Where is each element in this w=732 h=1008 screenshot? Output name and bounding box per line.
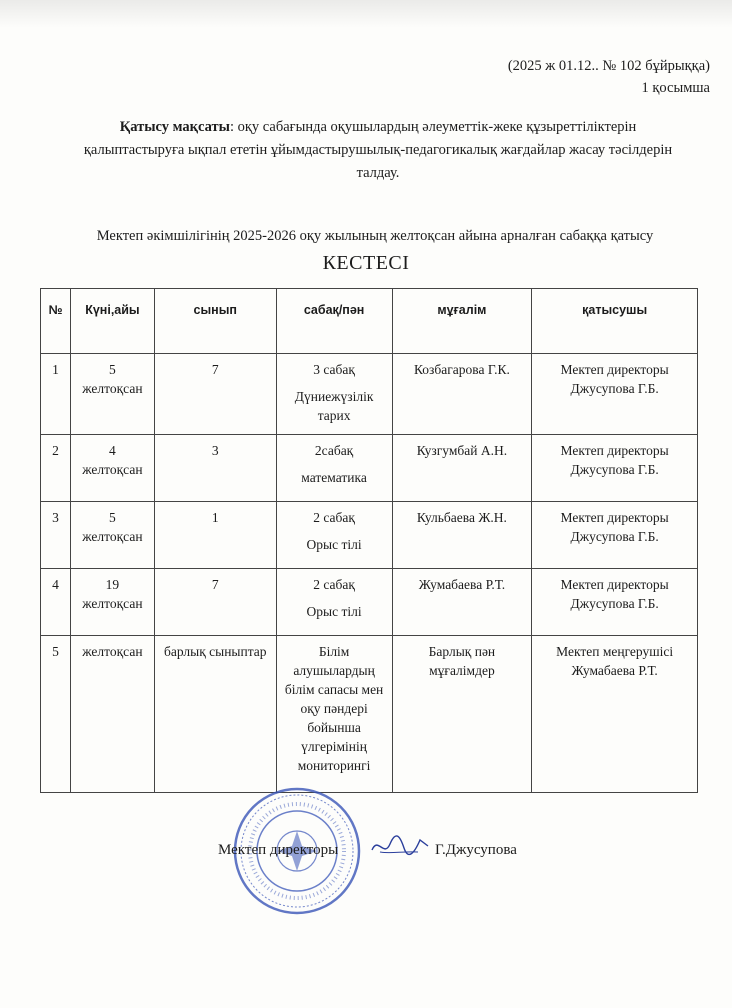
lesson-number: 2 сабақ: [313, 577, 355, 592]
attendee-cell: [532, 435, 698, 502]
subject-name: Орыс тілі: [306, 604, 362, 619]
table-row: [41, 636, 698, 793]
row-number: 5: [41, 636, 71, 793]
grade-cell: 1: [154, 502, 276, 569]
lesson-cell: [276, 354, 392, 435]
date-month: желтоқсан: [82, 462, 143, 477]
subject-name: математика: [301, 470, 367, 485]
date-day: 5: [109, 362, 116, 377]
attendee-cell: [532, 354, 698, 435]
attendee-name: Джусупова Г.Б.: [570, 529, 659, 544]
subject-name: Дүниежүзілік тарих: [294, 389, 374, 423]
attendee-role: Мектеп директоры: [560, 577, 669, 592]
purpose-paragraph: [78, 116, 678, 185]
teacher-cell: Жумабаева Р.Т.: [392, 569, 532, 636]
date-cell: [70, 435, 154, 502]
lesson-number: 3 сабақ: [313, 362, 355, 377]
attendee-role: Мектеп директоры: [560, 443, 669, 458]
table-row: [41, 569, 698, 636]
row-number: 4: [41, 569, 71, 636]
purpose-label: Қатысу мақсаты: [119, 119, 230, 135]
attendee-role: Мектеп директоры: [560, 510, 669, 525]
attendee-cell: [532, 569, 698, 636]
date-month: желтоқсан: [82, 596, 143, 611]
table-row: [41, 435, 698, 502]
attendee-role: Мектеп меңгерушісі: [556, 644, 674, 659]
grade-cell: 7: [154, 569, 276, 636]
date-cell: [70, 354, 154, 435]
table-row: [41, 502, 698, 569]
lesson-number: 2 сабақ: [313, 510, 355, 525]
scan-shadow: [0, 0, 732, 28]
column-header-grade: сынып: [154, 289, 276, 354]
schedule-title: КЕСТЕСІ: [322, 252, 410, 274]
column-header-teacher: мұғалім: [392, 289, 532, 354]
date-month: желтоқсан: [82, 644, 143, 659]
date-month: желтоқсан: [82, 529, 143, 544]
grade-cell: 7: [154, 354, 276, 435]
attendee-name: Джусупова Г.Б.: [570, 596, 659, 611]
date-day: 5: [109, 510, 116, 525]
teacher-cell: Кульбаева Ж.Н.: [392, 502, 532, 569]
lesson-cell: [276, 569, 392, 636]
schedule-table: [40, 288, 698, 793]
date-month: желтоқсан: [82, 381, 143, 396]
order-reference: (2025 ж 01.12.. № 102 бұйрыққа): [507, 58, 710, 74]
attendee-cell: [532, 502, 698, 569]
date-cell: [70, 636, 154, 793]
table-row: [41, 354, 698, 435]
attendee-name: Джусупова Г.Б.: [570, 462, 659, 477]
lesson-number: 2сабақ: [314, 443, 354, 458]
date-cell: [70, 569, 154, 636]
lesson-cell: [276, 502, 392, 569]
teacher-cell: Барлық пән мұғалімдер: [392, 636, 532, 793]
column-header-date: Күні,айы: [70, 289, 154, 354]
director-label: Мектеп директоры: [218, 842, 339, 858]
date-cell: [70, 502, 154, 569]
purpose-text: : оқу сабағында оқушылардың әлеуметтік-жеке құзыреттіліктерін қалыптастыруға ықпал ететін ұйымдастырушылық-педагогикалық жағдайлар жасау тәсілдерін талдау.: [83, 119, 673, 181]
lesson-cell: Білім алушылардың білім сапасы мен оқу пәндері бойынша үлгерімінің мониторингі: [276, 636, 392, 793]
director-name: Г.Джусупова: [435, 842, 517, 858]
attendee-name: Жумабаева Р.Т.: [571, 663, 658, 678]
teacher-cell: Кузгумбай А.Н.: [392, 435, 532, 502]
column-header-lesson: сабақ/пән: [276, 289, 392, 354]
attendee-name: Джусупова Г.Б.: [570, 381, 659, 396]
teacher-cell: Козбагарова Г.К.: [392, 354, 532, 435]
annex-label: 1 қосымша: [641, 80, 710, 96]
grade-cell: барлық сыныптар: [154, 636, 276, 793]
subject-name: Орыс тілі: [306, 537, 362, 552]
column-header-attendee: қатысушы: [532, 289, 698, 354]
date-day: 4: [109, 443, 116, 458]
row-number: 2: [41, 435, 71, 502]
signature-icon: [370, 832, 430, 860]
grade-cell: 3: [154, 435, 276, 502]
attendee-role: Мектеп директоры: [560, 362, 669, 377]
row-number: 3: [41, 502, 71, 569]
date-day: 19: [105, 577, 120, 592]
column-header-number: №: [41, 289, 71, 354]
schedule-intro: Мектеп әкімшілігінің 2025-2026 оқу жылының желтоқсан айына арналған сабаққа қатысу: [96, 228, 654, 244]
attendee-cell: [532, 636, 698, 793]
lesson-cell: [276, 435, 392, 502]
row-number: 1: [41, 354, 71, 435]
table-header-row: [41, 289, 698, 354]
